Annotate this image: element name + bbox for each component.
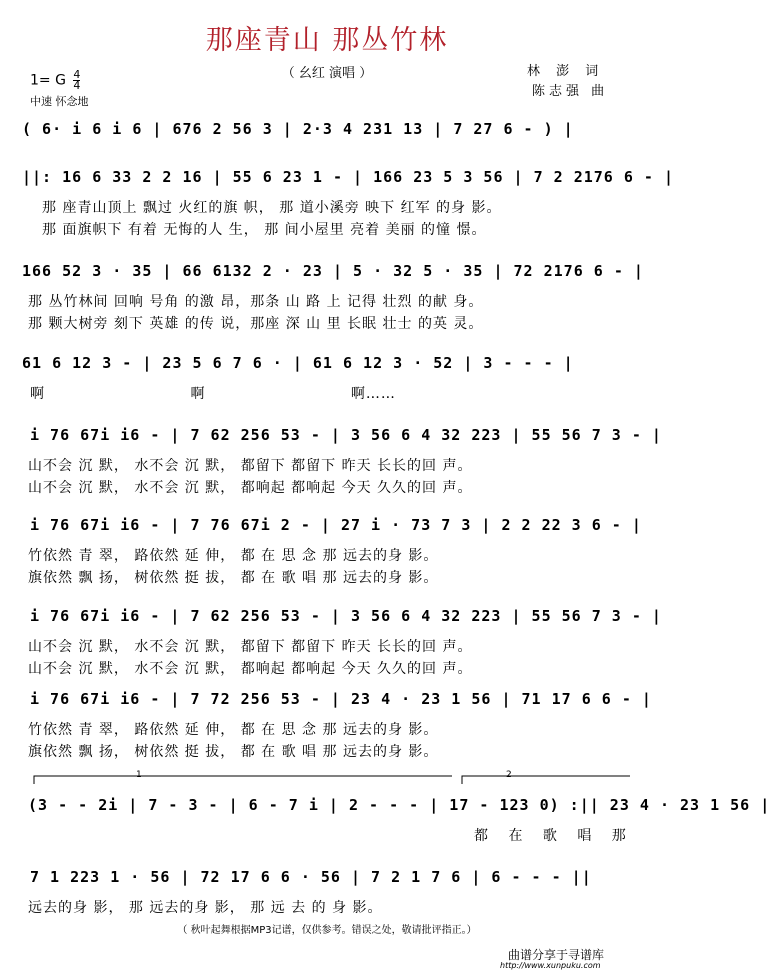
- notation-row-5: i 76 67i i6 - | 7 62 256 53 - | 3 56 6 4 32 223 | 55 56 7 3 - |: [30, 426, 662, 444]
- lyrics-row-5-verse-1: 山不会 沉 默， 水不会 沉 默， 都留下 都留下 昨天 长长的回 声。: [28, 458, 473, 474]
- notation-row-3: 166 52 3 · 35 | 66 6132 2 · 23 | 5 · 32 5 · 35 | 72 2176 6 - |: [22, 262, 644, 280]
- lyrics-row-3-verse-1: 那 丛竹林间 回响 号角 的激 昂，那条 山 路 上 记得 壮烈 的献 身。: [28, 294, 484, 310]
- time-signature-bottom: 4: [73, 79, 81, 92]
- key-signature: [30, 70, 80, 91]
- time-signature-top: 4: [73, 68, 81, 81]
- lyrics-row-6-verse-2: 旗依然 飘 扬， 树依然 挺 拔， 都 在 歌 唱 那 远去的身 影。: [28, 570, 439, 586]
- time-signature: [73, 70, 80, 91]
- notation-row-9: (3 - - 2i | 7 - 3 - | 6 - 7 i | 2 - - - | 17 - 123 0) :|| 23 4 · 23 1 56 |: [28, 796, 770, 814]
- volta-1-label: 1: [136, 770, 142, 780]
- notation-row-7: i 76 67i i6 - | 7 62 256 53 - | 3 56 6 4 32 223 | 55 56 7 3 - |: [30, 607, 662, 625]
- watermark-text: 曲谱分享于寻谱库: [508, 948, 605, 962]
- singer-credit: （ 幺红 演唱 ）: [281, 66, 373, 81]
- lyrics-row-7-verse-1: 山不会 沉 默， 水不会 沉 默， 都留下 都留下 昨天 长长的回 声。: [28, 639, 473, 655]
- lyrics-row-5-verse-2: 山不会 沉 默， 水不会 沉 默， 都响起 都响起 今天 久久的回 声。: [28, 480, 473, 496]
- song-title: 那座青山 那丛竹林: [205, 25, 449, 56]
- composer-credit: 陈志强 曲: [532, 84, 609, 99]
- notation-row-4: 61 6 12 3 - | 23 5 6 7 6 · | 61 6 12 3 · 52 | 3 - - - |: [22, 354, 574, 372]
- volta-2-label: 2: [506, 770, 512, 780]
- notation-row-8: i 76 67i i6 - | 7 72 256 53 - | 23 4 · 23 1 56 | 71 17 6 6 - |: [30, 690, 652, 708]
- lyrics-row-6-verse-1: 竹依然 青 翠， 路依然 延 伸， 都 在 思 念 那 远去的身 影。: [28, 548, 439, 564]
- lyrics-row-2-verse-1: 那 座青山顶上 飘过 火红的旗 帜， 那 道小溪旁 映下 红军 的身 影。: [42, 200, 502, 216]
- notation-row-10: 7 1 223 1 · 56 | 72 17 6 6 · 56 | 7 2 1 7 6 | 6 - - - ||: [30, 868, 592, 886]
- watermark-url: http://www.xunpuku.com: [500, 961, 601, 970]
- lyrics-row-7-verse-2: 山不会 沉 默， 水不会 沉 默， 都响起 都响起 今天 久久的回 声。: [28, 661, 473, 677]
- lyrics-row-9: 都 在 歌 唱 那: [474, 828, 627, 844]
- tempo-marking: 中速 怀念地: [30, 95, 89, 108]
- volta-brackets: [0, 770, 654, 790]
- lyrics-row-10: 远去的身 影， 那 远去的身 影， 那 远 去 的 身 影。: [28, 900, 383, 916]
- lyrics-row-3-verse-2: 那 颗大树旁 刻下 英雄 的传 说，那座 深 山 里 长眠 壮士 的英 灵。: [28, 316, 484, 332]
- lyrics-row-8-verse-1: 竹依然 青 翠， 路依然 延 伸， 都 在 思 念 那 远去的身 影。: [28, 722, 439, 738]
- key-label: 1= G: [30, 72, 66, 89]
- lyricist-credit: 林 澎 词: [527, 64, 605, 79]
- lyrics-row-2-verse-2: 那 面旗帜下 有着 无悔的人 生， 那 间小屋里 亮着 美丽 的憧 憬。: [42, 222, 487, 238]
- transcription-note: （ 秋叶起舞根据MP3记谱，仅供参考。错误之处，敬请批评指正。）: [177, 925, 477, 936]
- notation-row-1: ( 6· i 6 i 6 | 676 2 56 3 | 2·3 4 231 13 | 7 27 6 - ) |: [22, 120, 574, 138]
- notation-row-2: ||: 16 6 33 2 2 16 | 55 6 23 1 - | 166 23 5 3 56 | 7 2 2176 6 - |: [22, 168, 674, 186]
- lyrics-row-8-verse-2: 旗依然 飘 扬， 树依然 挺 拔， 都 在 歌 唱 那 远去的身 影。: [28, 744, 439, 760]
- lyrics-row-4: 啊 啊 啊……: [30, 386, 396, 402]
- notation-row-6: i 76 67i i6 - | 7 76 67i 2 - | 27 i · 73 7 3 | 2 2 22 3 6 - |: [30, 516, 642, 534]
